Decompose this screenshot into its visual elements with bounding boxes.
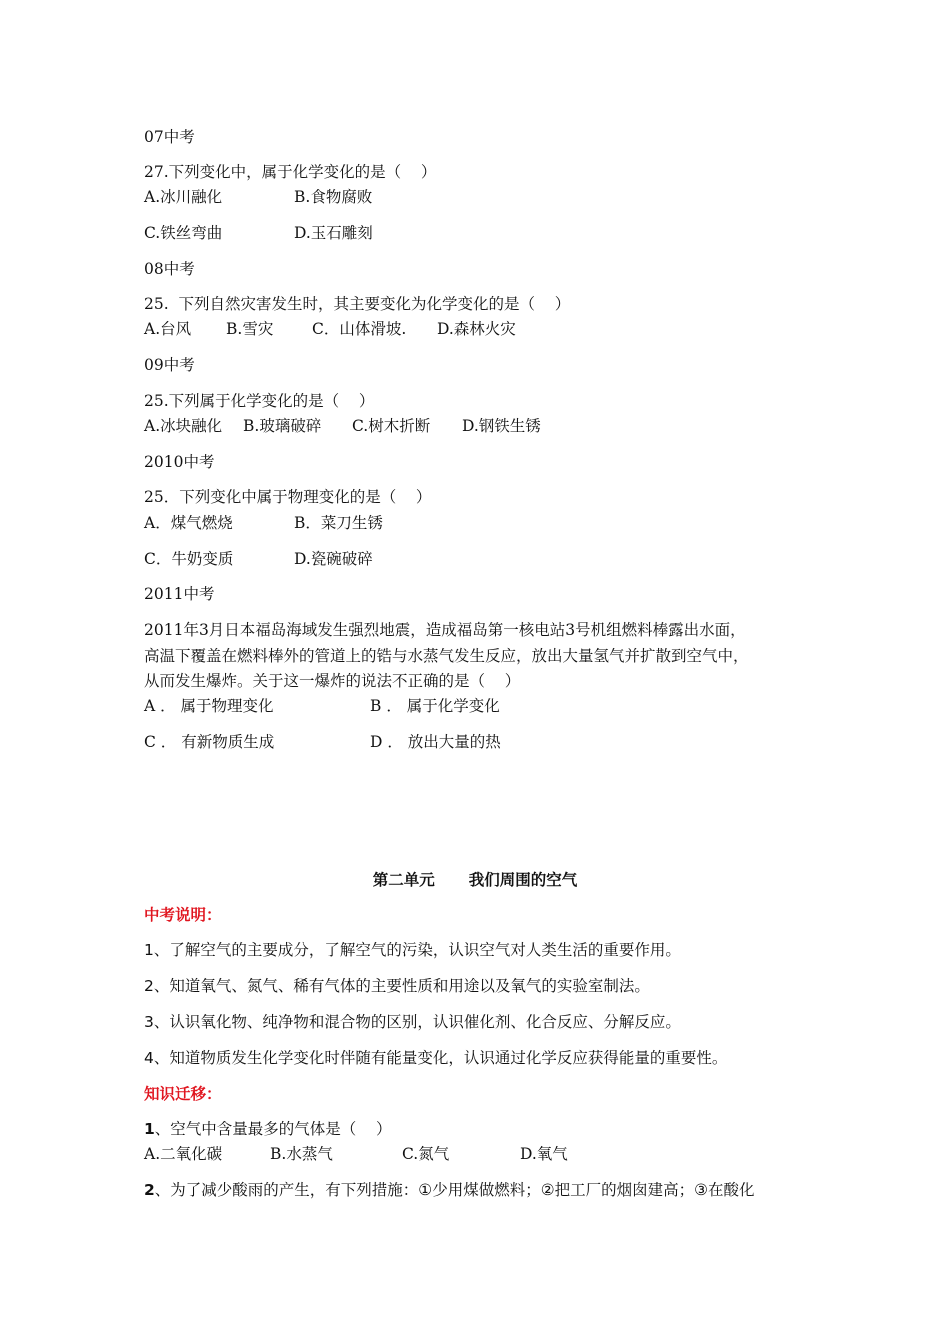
question-text: 25.下列属于化学变化的是（ ） <box>144 392 375 410</box>
question-text-line-2: 高温下覆盖在燃料棒外的管道上的锆与水蒸气发生反应，放出大量氢气并扩散到空气中， <box>144 647 749 665</box>
year-label: 07中考 <box>144 128 195 146</box>
year-label: 09中考 <box>144 356 195 374</box>
year-label: 08中考 <box>144 260 195 278</box>
option-b: B.食物腐败 <box>294 188 373 206</box>
option-c: C.氮气 <box>402 1145 450 1163</box>
kt-question-2-text: 、为了减少酸雨的产生，有下列措施：①少用煤做燃料；②把工厂的烟囱建高；③在酸化 <box>154 1181 755 1199</box>
question-text: 25．下列变化中属于物理变化的是（ ） <box>144 488 432 506</box>
option-c: C ． 有新物质生成 <box>144 733 275 751</box>
year-label: 2010中考 <box>144 453 215 471</box>
kt-question-1-text: 、空气中含量最多的气体是（ ） <box>154 1120 392 1138</box>
option-b: B．菜刀生锈 <box>294 514 383 532</box>
exam-notes-title: 中考说明： <box>144 906 222 924</box>
exam-note-item: 4、知道物质发生化学变化时伴随有能量变化，认识通过化学反应获得能量的重要性。 <box>144 1049 728 1067</box>
option-b: B.雪灾 <box>226 320 274 338</box>
option-a: A.台风 <box>144 320 192 338</box>
option-b: B.玻璃破碎 <box>243 417 322 435</box>
option-c: C．牛奶变质 <box>144 550 234 568</box>
option-d: D.玉石雕刻 <box>294 224 373 242</box>
option-b: B ． 属于化学变化 <box>370 697 500 715</box>
unit-number: 第二单元 <box>372 871 435 889</box>
exam-note-item: 1、了解空气的主要成分，了解空气的污染，认识空气对人类生活的重要作用。 <box>144 941 681 959</box>
knowledge-transfer-title: 知识迁移： <box>144 1085 222 1103</box>
option-d: D ． 放出大量的热 <box>370 733 501 751</box>
option-c: C．山体滑坡. <box>312 320 407 338</box>
exam-note-item: 2、知道氧气、氮气、稀有气体的主要性质和用途以及氧气的实验室制法。 <box>144 977 650 995</box>
option-b: B.水蒸气 <box>270 1145 333 1163</box>
question-text: 27.下列变化中，属于化学变化的是（ ） <box>144 163 437 181</box>
option-d: D.氧气 <box>520 1145 568 1163</box>
question-text: 25. 下列自然灾害发生时，其主要变化为化学变化的是（ ） <box>144 295 571 313</box>
option-a: A．煤气燃烧 <box>144 514 233 532</box>
option-d: D.钢铁生锈 <box>462 417 541 435</box>
exam-note-item: 3、认识氧化物、纯净物和混合物的区别，认识催化剂、化合反应、分解反应。 <box>144 1013 681 1031</box>
option-a: A.二氧化碳 <box>144 1145 223 1163</box>
kt-question-2-number: 2 <box>144 1181 155 1199</box>
option-c: C.树木折断 <box>352 417 431 435</box>
option-a: A.冰块融化 <box>144 417 223 435</box>
kt-question-1-number: 1 <box>144 1120 155 1138</box>
question-text-line-3: 从而发生爆炸。关于这一爆炸的说法不正确的是（ ） <box>144 672 521 690</box>
option-d: D.瓷碗破碎 <box>294 550 373 568</box>
option-a: A.冰川融化 <box>144 188 223 206</box>
option-c: C.铁丝弯曲 <box>144 224 223 242</box>
kt-question-1 <box>144 1119 392 1139</box>
option-a: A ． 属于物理变化 <box>144 697 274 715</box>
unit-heading <box>0 868 950 890</box>
year-label: 2011中考 <box>144 585 215 603</box>
kt-question-2 <box>144 1180 755 1200</box>
option-d: D.森林火灾 <box>437 320 516 338</box>
question-text-line-1: 2011年3月日本福岛海域发生强烈地震，造成福岛第一核电站3号机组燃料棒露出水面， <box>144 621 746 639</box>
unit-title: 我们周围的空气 <box>468 871 578 889</box>
